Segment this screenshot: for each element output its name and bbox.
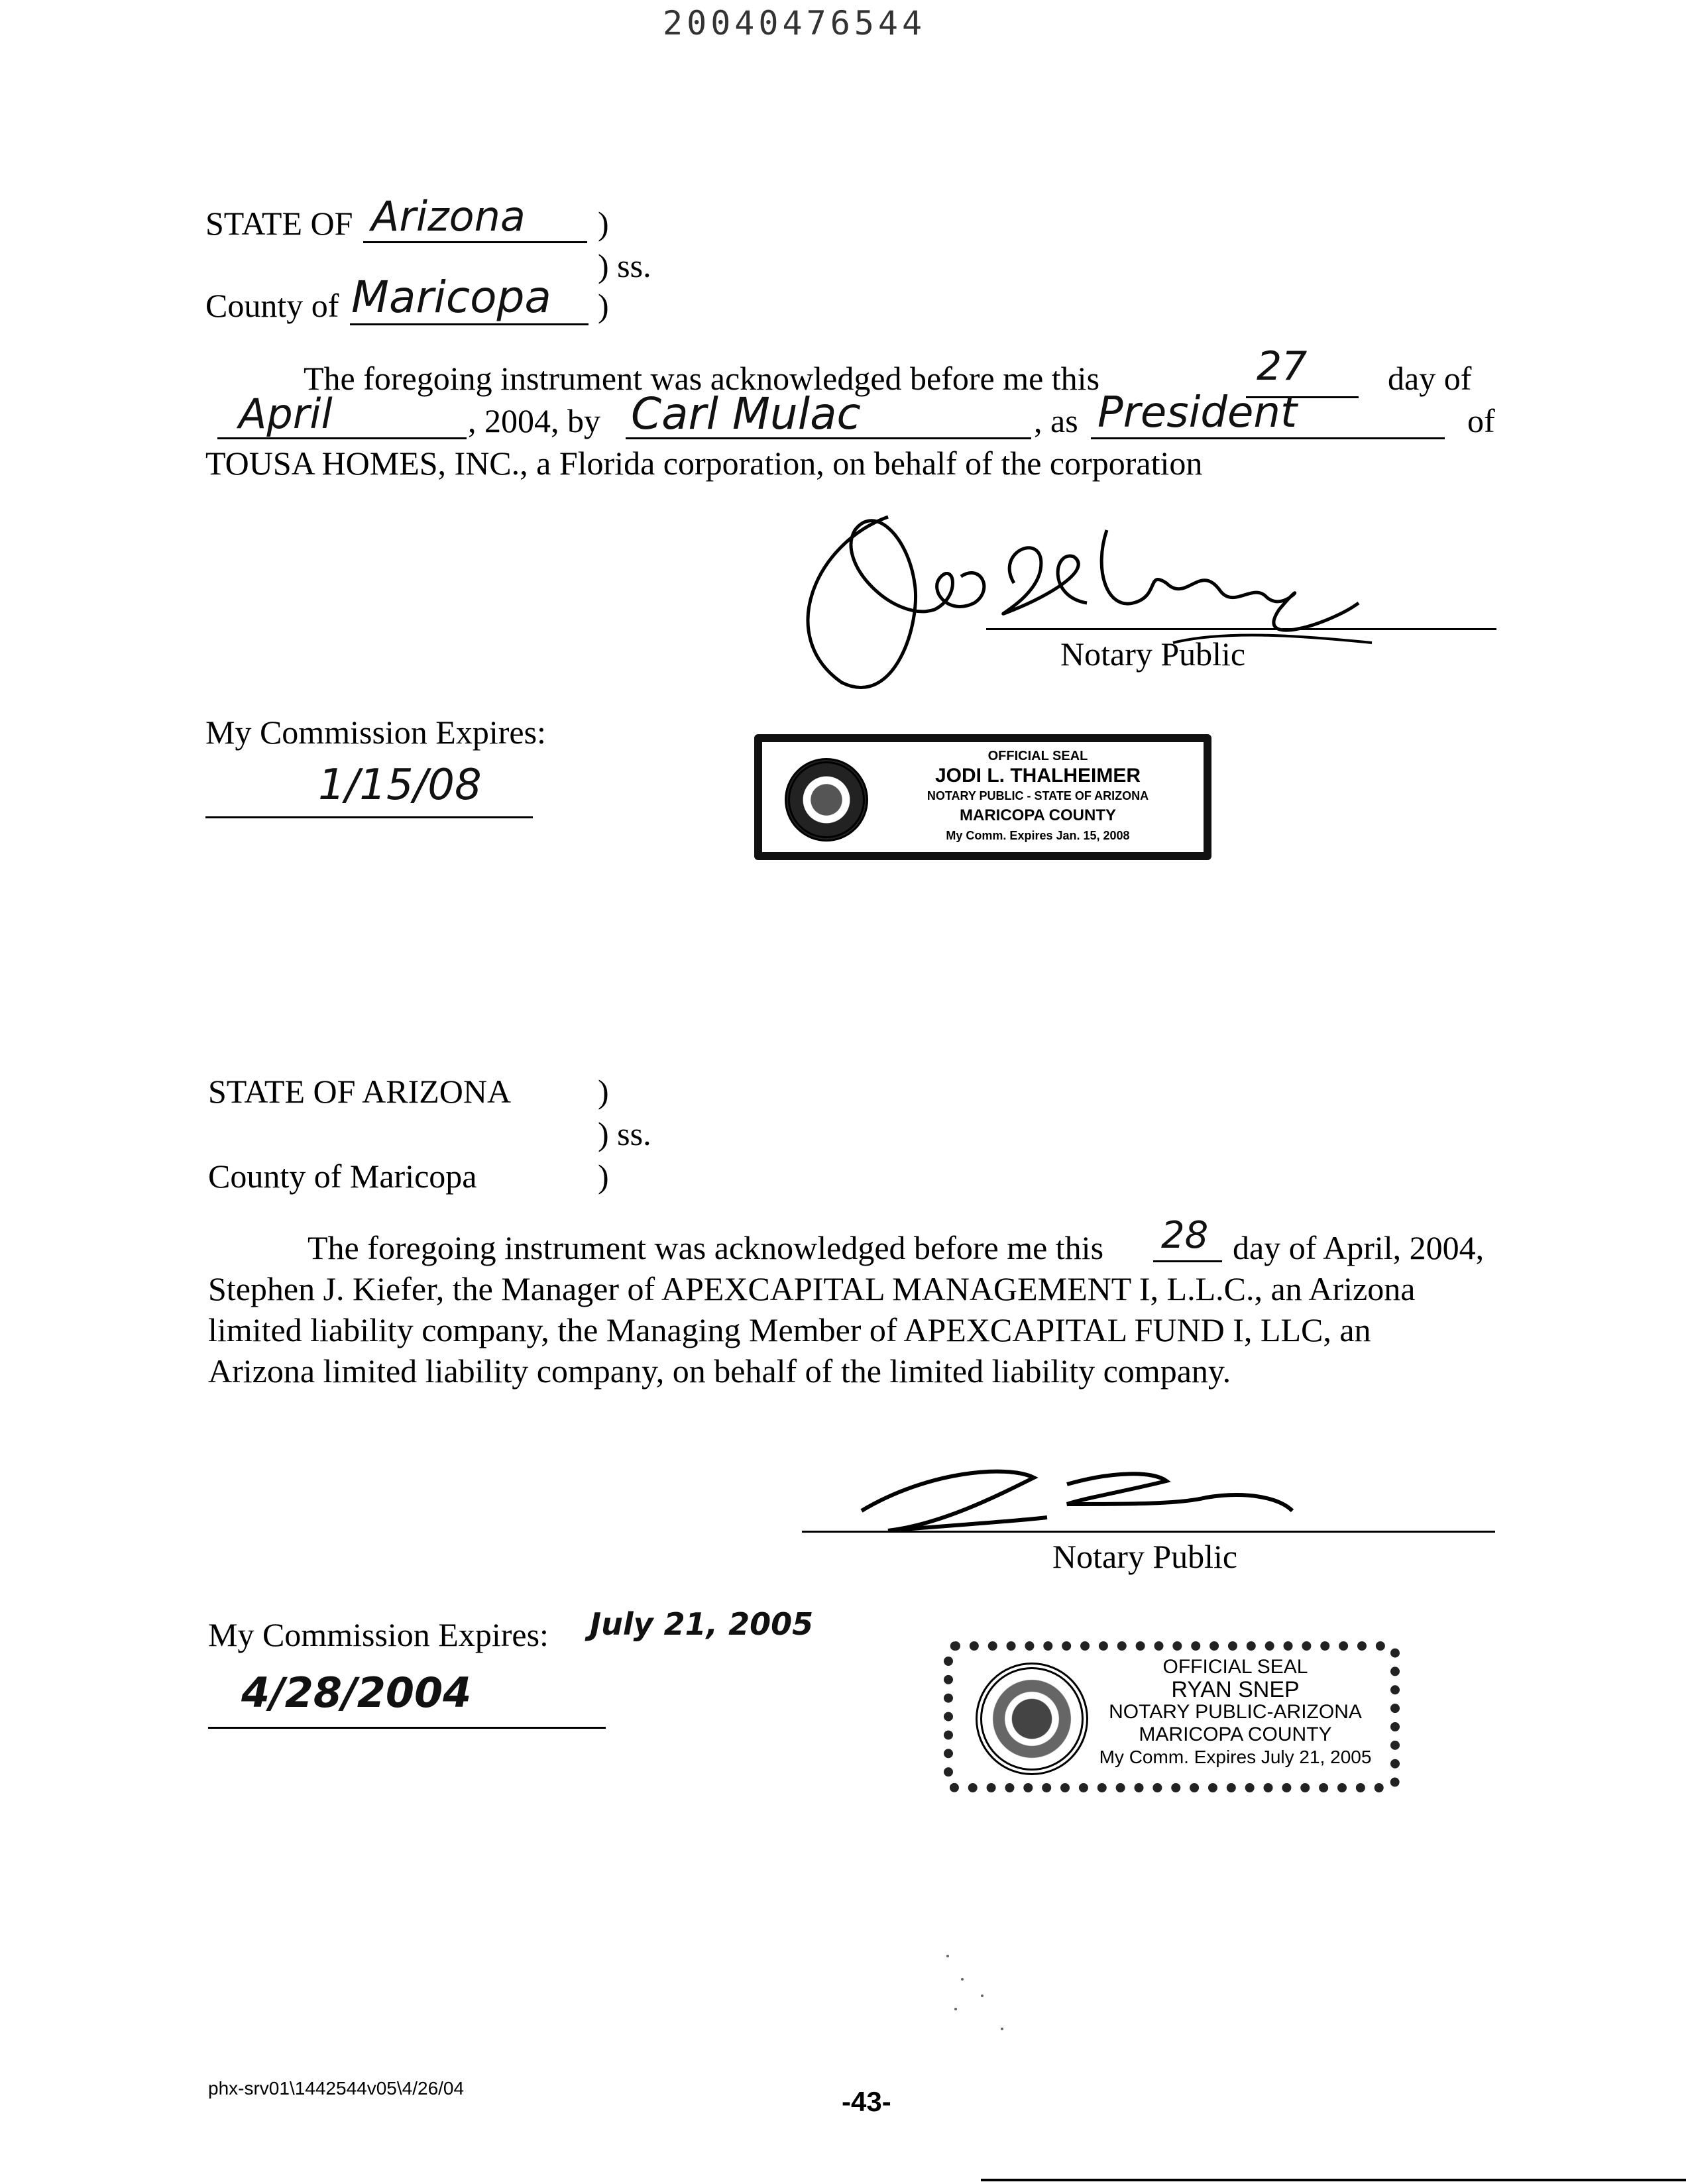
ss2-label: ) ss. [598, 1115, 651, 1152]
ack2-line1-tail: day of April, 2004, [1233, 1229, 1485, 1266]
month-underline [217, 437, 467, 439]
seal1-line5: My Comm. Expires Jan. 15, 2008 [946, 829, 1130, 842]
ack2-line4-text: Arizona limited liability company, on behalf of the limited liability company. [208, 1352, 1231, 1390]
ack-line2-as: , as [1034, 402, 1078, 439]
state2-paren: ) [598, 1073, 609, 1110]
date-handwritten-value-2: 4/28/2004 [241, 1668, 472, 1717]
state2-line: STATE OF ARIZONA [208, 1073, 512, 1110]
commission-underline-2 [208, 1727, 606, 1729]
file-reference: phx-srv01\1442544v05\4/26/04 [208, 2078, 465, 2099]
county2-line: County of Maricopa [208, 1158, 477, 1195]
county-underline [350, 323, 589, 325]
commission-handwritten-date-2: July 21, 2005 [590, 1606, 814, 1642]
ack2-line3-text: limited liability company, the Managing Member of APEXCAPITAL FUND I, LLC, an [208, 1311, 1371, 1348]
county-handwritten-value: Maricopa [351, 272, 551, 323]
commission-handwritten-date-1: 1/15/08 [318, 761, 482, 810]
ack2-line1-text: The foregoing instrument was acknowledged before me this [308, 1229, 1104, 1266]
signer-underline [626, 437, 1031, 439]
day2-handwritten-value: 28 [1161, 1214, 1209, 1257]
signer-name-handwritten: Carl Mulac [631, 388, 861, 439]
seal2-line2: RYAN SNEP [1171, 1677, 1300, 1702]
county-label: County of [205, 287, 339, 324]
state-handwritten-value: Arizona [371, 192, 526, 241]
county-paren: ) [598, 287, 609, 324]
title-underline [1091, 437, 1445, 439]
seal2-line5: My Comm. Expires July 21, 2005 [1099, 1747, 1372, 1767]
document-number: 20040476544 [663, 4, 927, 42]
month-handwritten-value: April [239, 390, 333, 438]
commission-expires-label-1: My Commission Expires: [205, 714, 546, 751]
ack2-line2-text: Stephen J. Kiefer, the Manager of APEXCAPITAL MANAGEMENT I, L.L.C., an Arizona [208, 1270, 1416, 1307]
notary-signature-2 [848, 1445, 1299, 1544]
ss-label: ) ss. [598, 247, 651, 284]
day-handwritten-value: 27 [1257, 343, 1308, 390]
state-paren: ) [598, 205, 609, 242]
notary-public-label-2: Notary Public [1052, 1538, 1238, 1575]
seal1-line2: JODI L. THALHEIMER [934, 765, 1141, 787]
ack-line2-of: of [1467, 402, 1495, 439]
arizona-seal-emblem-1 [785, 758, 868, 842]
seal1-line3: NOTARY PUBLIC - STATE OF ARIZONA [927, 789, 1149, 802]
notary-seal-2 [944, 1641, 1400, 1792]
seal2-line3: NOTARY PUBLIC-ARIZONA [1109, 1701, 1362, 1723]
page-number: -43- [842, 2086, 891, 2117]
title-handwritten-value: President [1097, 388, 1298, 437]
seal1-line4: MARICOPA COUNTY [960, 806, 1116, 824]
day-of-text: day of [1388, 360, 1472, 397]
day2-underline [1153, 1260, 1222, 1262]
notary-signature-line-1 [986, 628, 1496, 630]
ack-line3-text: TOUSA HOMES, INC., a Florida corporation, on behalf of the corporation [205, 445, 1203, 482]
commission-expires-label-2: My Commission Expires: [208, 1616, 549, 1653]
state-label: STATE OF [205, 205, 353, 242]
ack-line2-year: , 2004, by [468, 402, 600, 439]
ack-line1-text: The foregoing instrument was acknowledged before me this [304, 360, 1100, 397]
notary-signature-line-2 [802, 1531, 1495, 1533]
arizona-seal-emblem-2 [976, 1663, 1088, 1775]
notary-public-label-1: Notary Public [1060, 635, 1246, 673]
notary-seal-1 [754, 734, 1211, 860]
bottom-edge-line [981, 2179, 1686, 2181]
commission-underline-1 [205, 816, 533, 818]
seal2-line4: MARICOPA COUNTY [1139, 1723, 1332, 1745]
state-underline [363, 241, 587, 243]
county2-paren: ) [598, 1158, 609, 1195]
seal2-line1: OFFICIAL SEAL [1162, 1656, 1308, 1678]
seal1-line1: OFFICIAL SEAL [987, 749, 1088, 763]
